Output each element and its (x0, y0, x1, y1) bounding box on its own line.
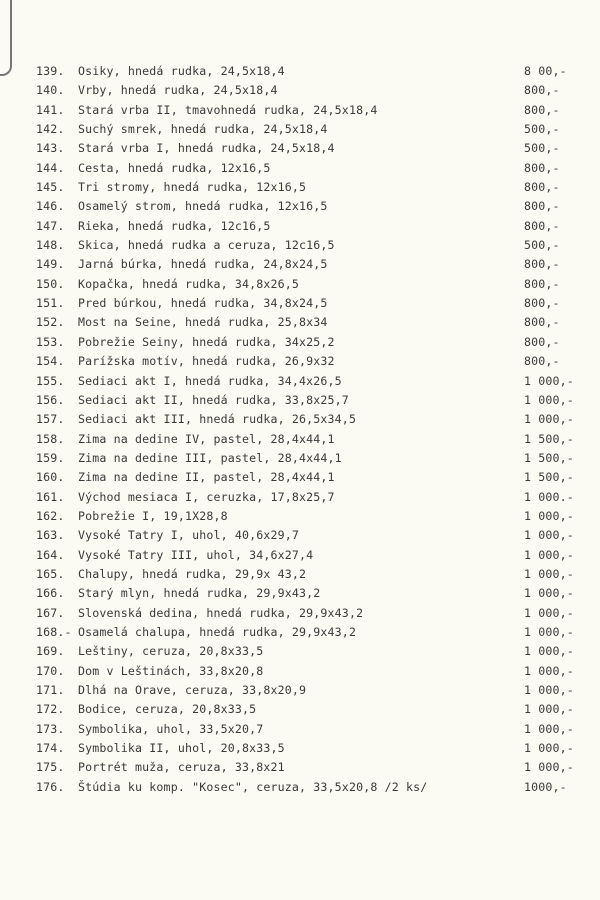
item-price: 1 000,- (524, 528, 574, 543)
item-number: 175. (36, 760, 65, 775)
list-item (36, 294, 588, 313)
list-item (36, 604, 588, 623)
item-price: 800,- (524, 276, 560, 291)
item-price: 1 000,- (524, 721, 574, 736)
list-item (36, 546, 588, 565)
item-description: Stará vrba I, hnedá rudka, 24,5x18,4 (78, 141, 335, 156)
item-number: 153. (36, 334, 65, 349)
item-number: 176. (36, 779, 65, 794)
item-price: 8 00,- (524, 64, 567, 78)
item-description: Symbolika II, uhol, 20,8x33,5 (78, 741, 285, 756)
item-description: Parížska motív, hnedá rudka, 26,9x32 (78, 354, 335, 369)
item-price: 1 000,- (524, 392, 574, 407)
item-number: 160. (36, 470, 65, 485)
item-number: 140. (36, 83, 65, 98)
item-number: 170. (36, 663, 65, 678)
list-item (36, 120, 588, 139)
item-number: 144. (36, 160, 65, 175)
item-number: 154. (36, 354, 65, 369)
list-item (36, 565, 588, 584)
list-item (36, 584, 588, 603)
item-number: 157. (36, 412, 65, 427)
list-item (36, 662, 588, 681)
item-price: 1 000,- (524, 624, 574, 639)
item-number: 158. (36, 431, 65, 446)
list-item (36, 139, 588, 158)
list-item (36, 197, 588, 216)
item-description: Bodice, ceruza, 20,8x33,5 (78, 702, 257, 717)
item-description: Pobrežie I, 19,1X28,8 (78, 508, 228, 523)
item-price: 800,- (524, 180, 560, 195)
inventory-list (36, 62, 588, 797)
item-price: 1 000,- (524, 547, 574, 562)
list-item (36, 758, 588, 777)
item-number: 161. (36, 489, 65, 504)
item-description: Starý mlyn, hnedá rudka, 29,9x43,2 (78, 586, 321, 601)
item-price: 1 500,- (524, 431, 574, 446)
item-number: 172. (36, 702, 65, 717)
item-number: 145. (36, 180, 65, 195)
list-item (36, 217, 588, 236)
list-item (36, 313, 588, 332)
item-number: 149. (36, 257, 65, 272)
list-item (36, 449, 588, 468)
item-price: 1 000,- (524, 586, 574, 601)
item-number: 151. (36, 296, 65, 311)
list-item (36, 81, 588, 100)
item-price: 1 000,- (524, 760, 574, 775)
item-price: 1 000,- (524, 702, 574, 717)
item-number: 146. (36, 199, 65, 214)
item-description: Osamelý strom, hnedá rudka, 12x16,5 (78, 199, 328, 214)
item-description: Cesta, hnedá rudka, 12x16,5 (78, 160, 271, 175)
item-description: Sediaci akt III, hnedá rudka, 26,5x34,5 (78, 412, 357, 427)
item-description: Sediaci akt II, hnedá rudka, 33,8x25,7 (78, 392, 349, 407)
item-number: 162. (36, 508, 65, 523)
item-price: 1 000,- (524, 683, 574, 697)
item-description: Portrét muža, ceruza, 33,8x21 (78, 760, 285, 775)
item-number: 173. (36, 721, 65, 736)
item-description: Kopačka, hnedá rudka, 34,8x26,5 (78, 276, 300, 291)
item-number: 148. (36, 238, 65, 253)
list-item (36, 178, 588, 197)
item-price: 1 000,- (524, 508, 574, 523)
item-price: 800,- (524, 296, 560, 311)
list-item (36, 352, 588, 371)
list-item (36, 700, 588, 719)
item-number: 164. (36, 547, 65, 562)
item-number: 171. (36, 683, 65, 697)
item-price: 500,- (524, 238, 560, 253)
item-price: 800,- (524, 83, 560, 98)
item-number: 150. (36, 276, 65, 291)
item-number: 155. (36, 373, 65, 388)
item-description: Slovenská dedina, hnedá rudka, 29,9x43,2 (78, 605, 364, 620)
item-description: Vrby, hnedá rudka, 24,5x18,4 (78, 83, 278, 98)
item-description: Sediaci akt I, hnedá rudka, 34,4x26,5 (78, 373, 342, 388)
item-number: 168.- (36, 624, 72, 639)
list-item (36, 101, 588, 120)
item-number: 143. (36, 141, 65, 156)
item-number: 166. (36, 586, 65, 601)
item-price: 800,- (524, 218, 560, 233)
item-description: Jarná búrka, hnedá rudka, 24,8x24,5 (78, 257, 328, 272)
item-price: 1 500,- (524, 450, 574, 465)
item-price: 1 000,- (524, 412, 574, 427)
list-item (36, 720, 588, 739)
item-price: 800,- (524, 102, 560, 117)
item-number: 152. (36, 315, 65, 330)
item-number: 141. (36, 102, 65, 117)
list-item (36, 623, 588, 642)
item-description: Stará vrba II, tmavohnedá rudka, 24,5x18,4 (78, 102, 378, 117)
item-number: 167. (36, 605, 65, 620)
list-item (36, 159, 588, 178)
list-item (36, 488, 588, 507)
list-item (36, 507, 588, 526)
item-price: 500,- (524, 122, 560, 137)
list-item (36, 430, 588, 449)
item-price: 800,- (524, 199, 560, 214)
item-price: 800,- (524, 160, 560, 175)
item-description: Pred búrkou, hnedá rudka, 34,8x24,5 (78, 296, 328, 311)
list-item (36, 778, 588, 797)
list-item (36, 468, 588, 487)
list-item (36, 275, 588, 294)
list-item (36, 333, 588, 352)
list-item (36, 739, 588, 758)
item-number: 163. (36, 528, 65, 543)
item-number: 159. (36, 450, 65, 465)
item-number: 169. (36, 644, 65, 659)
item-description: Symbolika, uhol, 33,5x20,7 (78, 721, 264, 736)
item-description: Dlhá na Orave, ceruza, 33,8x20,9 (78, 683, 307, 697)
item-price: 800,- (524, 257, 560, 272)
item-description: Zima na dedine II, pastel, 28,4x44,1 (78, 470, 335, 485)
item-price: 800,- (524, 315, 560, 330)
item-price: 1 000,- (524, 644, 574, 659)
item-price: 1 000,- (524, 741, 574, 756)
list-item (36, 642, 588, 661)
item-description: Leštiny, ceruza, 20,8x33,5 (78, 644, 264, 659)
list-item (36, 62, 588, 81)
item-description: Most na Seine, hnedá rudka, 25,8x34 (78, 315, 328, 330)
item-price: 800,- (524, 334, 560, 349)
item-description: Východ mesiaca I, ceruzka, 17,8x25,7 (78, 489, 335, 504)
item-description: Tri stromy, hnedá rudka, 12x16,5 (78, 180, 307, 195)
item-description: Dom v Leštinách, 33,8x20,8 (78, 663, 264, 678)
item-price: 800,- (524, 354, 560, 369)
list-item (36, 410, 588, 429)
item-number: 147. (36, 218, 65, 233)
list-item (36, 255, 588, 274)
item-description: Suchý smrek, hnedá rudka, 24,5x18,4 (78, 122, 328, 137)
list-item (36, 526, 588, 545)
item-price: 1 000,- (524, 605, 574, 620)
item-description: Vysoké Tatry I, uhol, 40,6x29,7 (78, 528, 300, 543)
item-description: Pobrežie Seiny, hnedá rudka, 34x25,2 (78, 334, 335, 349)
item-description: Zima na dedine III, pastel, 28,4x44,1 (78, 450, 342, 465)
list-item (36, 681, 588, 700)
item-description: Vysoké Tatry III, uhol, 34,6x27,4 (78, 547, 314, 562)
item-price: 1 000,- (524, 373, 574, 388)
list-item (36, 236, 588, 255)
item-price: 1 500,- (524, 470, 574, 485)
item-price: 1000,- (524, 779, 567, 794)
item-price: 500,- (524, 141, 560, 156)
item-number: 156. (36, 392, 65, 407)
item-number: 139. (36, 64, 65, 78)
item-price: 1 000,- (524, 663, 574, 678)
item-description: Zima na dedine IV, pastel, 28,4x44,1 (78, 431, 335, 446)
item-description: Osiky, hnedá rudka, 24,5x18,4 (78, 64, 285, 78)
item-number: 174. (36, 741, 65, 756)
item-number: 142. (36, 122, 65, 137)
item-description: Chalupy, hnedá rudka, 29,9x 43,2 (78, 566, 307, 581)
item-description: Skica, hnedá rudka a ceruza, 12c16,5 (78, 238, 335, 253)
paper-clip (0, 0, 12, 76)
list-item (36, 391, 588, 410)
item-price: 1 000.- (524, 489, 574, 504)
item-description: Rieka, hnedá rudka, 12c16,5 (78, 218, 271, 233)
item-description: Osamelá chalupa, hnedá rudka, 29,9x43,2 (78, 624, 357, 639)
item-description: Štúdia ku komp. "Kosec", ceruza, 33,5x20,8 /2 ks/ (78, 779, 428, 794)
item-number: 165. (36, 566, 65, 581)
item-price: 1 000,- (524, 566, 574, 581)
list-item (36, 372, 588, 391)
